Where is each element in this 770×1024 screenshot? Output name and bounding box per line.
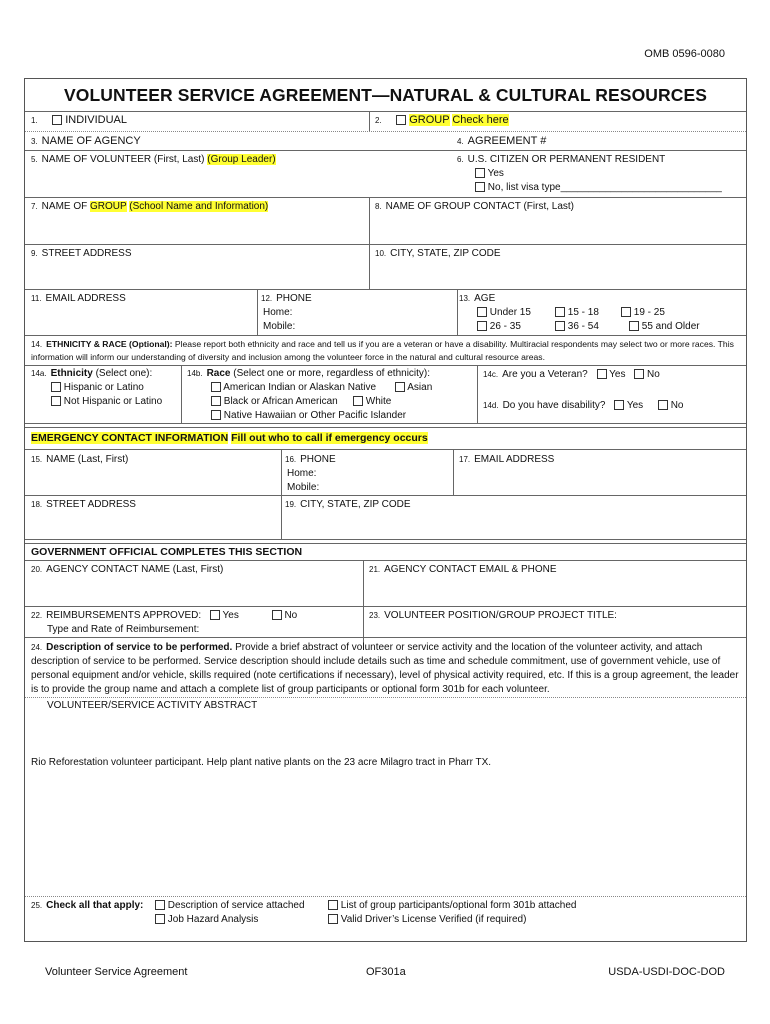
omb-number: OMB 0596-0080 — [644, 48, 725, 60]
citizen-no-visa[interactable]: No, list visa type_____________________________ — [475, 182, 722, 194]
ethnicity-question: 14a. Ethnicity (Select one): — [31, 368, 153, 379]
government-header: GOVERNMENT OFFICIAL COMPLETES THIS SECTION — [31, 546, 303, 558]
checklist-label: 25. Check all that apply: — [31, 900, 144, 911]
emergency-header: EMERGENCY CONTACT INFORMATION Fill out who to call if emergency occurs — [31, 432, 428, 444]
check-job-hazard[interactable]: Job Hazard Analysis — [155, 914, 258, 926]
agreement-number[interactable]: 4. AGREEMENT # — [457, 135, 547, 147]
citizen-question: 6. U.S. CITIZEN OR PERMANENT RESIDENT — [457, 154, 666, 165]
individual-label: INDIVIDUAL — [65, 114, 127, 126]
phone-home[interactable]: Home: — [263, 307, 293, 318]
group-leader-label: (Group Leader) — [207, 154, 276, 165]
phone-label: 12. PHONE — [261, 293, 312, 304]
city-state-zip[interactable]: 10. CITY, STATE, ZIP CODE — [375, 248, 501, 259]
race-american-indian[interactable]: American Indian or Alaskan Native — [211, 382, 376, 394]
age-55-older[interactable]: 55 and Older — [629, 321, 700, 333]
race-asian[interactable]: Asian — [395, 382, 432, 394]
street-address[interactable]: 9. STREET ADDRESS — [31, 248, 132, 259]
ethnicity-not-hispanic[interactable]: Not Hispanic or Latino — [51, 396, 162, 408]
veteran-no-checkbox[interactable] — [634, 369, 644, 379]
citizen-no-checkbox[interactable] — [475, 182, 485, 192]
reimb-no-checkbox[interactable] — [272, 610, 282, 620]
reimb-yes-checkbox[interactable] — [210, 610, 220, 620]
emergency-phone: 16. PHONE — [285, 454, 336, 465]
emergency-phone-mobile[interactable]: Mobile: — [287, 482, 320, 493]
race-question: 14b. Race (Select one or more, regardless of ethnicity): — [187, 368, 431, 379]
row-individual: 1. INDIVIDUAL — [31, 114, 127, 126]
check-here-label: Check here — [452, 114, 509, 126]
race-black[interactable]: Black or African American — [211, 396, 338, 408]
email-address[interactable]: 11. EMAIL ADDRESS — [31, 293, 126, 304]
emergency-street[interactable]: 18. STREET ADDRESS — [31, 499, 136, 510]
check-description-attached[interactable]: Description of service attached — [155, 900, 305, 912]
emergency-name[interactable]: 15. NAME (Last, First) — [31, 454, 129, 465]
reimbursements-approved: 22. REIMBURSEMENTS APPROVED: Yes No — [31, 610, 298, 621]
volunteer-position[interactable]: 23. VOLUNTEER POSITION/GROUP PROJECT TITLE: — [369, 610, 617, 621]
citizen-yes[interactable]: Yes — [475, 168, 504, 180]
volunteer-agreement-form — [24, 78, 747, 942]
ethnicity-race-instructions: 14. ETHNICITY & RACE (Optional): Please report both ethnicity and race and tell us if you are a veteran or have a disability. Multiracial respondents may select two or more races. This information will inform our understanding of diversity and inclusion among the volunteer force in the natural and cultural resource areas. — [31, 339, 734, 362]
check-drivers-license[interactable]: Valid Driver’s License Verified (if required) — [328, 914, 526, 926]
footer-left: Volunteer Service Agreement — [45, 966, 188, 978]
emergency-city[interactable]: 19. CITY, STATE, ZIP CODE — [285, 499, 411, 510]
phone-mobile[interactable]: Mobile: — [263, 321, 296, 332]
age-under-15[interactable]: Under 15 — [477, 307, 531, 319]
citizen-yes-checkbox[interactable] — [475, 168, 485, 178]
group-checkbox[interactable] — [396, 115, 406, 125]
check-group-participants[interactable]: List of group participants/optional form 301b attached — [328, 900, 576, 912]
ethnicity-hispanic[interactable]: Hispanic or Latino — [51, 382, 144, 394]
row-group: 2. GROUP Check here — [375, 114, 509, 126]
abstract-label: VOLUNTEER/SERVICE ACTIVITY ABSTRACT — [47, 700, 258, 711]
agency-contact-email[interactable]: 21. AGENCY CONTACT EMAIL & PHONE — [369, 564, 557, 575]
footer-right: USDA-USDI-DOC-DOD — [608, 966, 725, 978]
reimbursement-type-rate[interactable]: Type and Rate of Reimbursement: — [47, 624, 200, 635]
disability-no-checkbox[interactable] — [658, 400, 668, 410]
veteran-question: 14c. Are you a Veteran? Yes No — [483, 369, 660, 380]
footer-center: OF301a — [366, 966, 406, 978]
disability-question: 14d. Do you have disability? Yes No — [483, 400, 684, 411]
group-contact-name[interactable]: 8. NAME OF GROUP CONTACT (First, Last) — [375, 201, 575, 212]
group-label: GROUP — [409, 114, 450, 126]
veteran-yes-checkbox[interactable] — [597, 369, 607, 379]
agency-contact-name[interactable]: 20. AGENCY CONTACT NAME (Last, First) — [31, 564, 224, 575]
age-19-25[interactable]: 19 - 25 — [621, 307, 665, 319]
name-of-volunteer[interactable]: 5. NAME OF VOLUNTEER (First, Last) (Group Leader) — [31, 154, 276, 165]
emergency-phone-home[interactable]: Home: — [287, 468, 317, 479]
individual-checkbox[interactable] — [52, 115, 62, 125]
name-of-agency[interactable]: 3. NAME OF AGENCY — [31, 135, 141, 147]
age-36-54[interactable]: 36 - 54 — [555, 321, 599, 333]
race-white[interactable]: White — [353, 396, 391, 408]
emergency-email[interactable]: 17. EMAIL ADDRESS — [459, 454, 555, 465]
abstract-text[interactable]: Rio Reforestation volunteer participant. Help plant native plants on the 23 acre Milagro tract in Pharr TX. — [31, 757, 492, 768]
description-instructions: 24. Description of service to be performed. Provide a brief abstract of volunteer or service activity and the location of the volunteer activity, and attach description of service to be performed. Service description should include details such as time and schedule commitment, use of government vehicle, use of personal equipment and/or vehicle, skills required (note certifications if necessary), level of physical activity required, etc. If this is a group agreement, the leader is to provide the group name and attach a complete list of group participants or optional form 301b for each volunteer. — [31, 642, 739, 695]
race-pacific-islander[interactable]: Native Hawaiian or Other Pacific Islander — [211, 410, 406, 422]
name-of-group[interactable]: 7. NAME OF GROUP (School Name and Information) — [31, 201, 269, 212]
age-26-35[interactable]: 26 - 35 — [477, 321, 521, 333]
disability-yes-checkbox[interactable] — [614, 400, 624, 410]
age-15-18[interactable]: 15 - 18 — [555, 307, 599, 319]
form-title: VOLUNTEER SERVICE AGREEMENT—NATURAL & CULTURAL RESOURCES — [63, 85, 708, 105]
age-label: 13. AGE — [459, 293, 496, 304]
